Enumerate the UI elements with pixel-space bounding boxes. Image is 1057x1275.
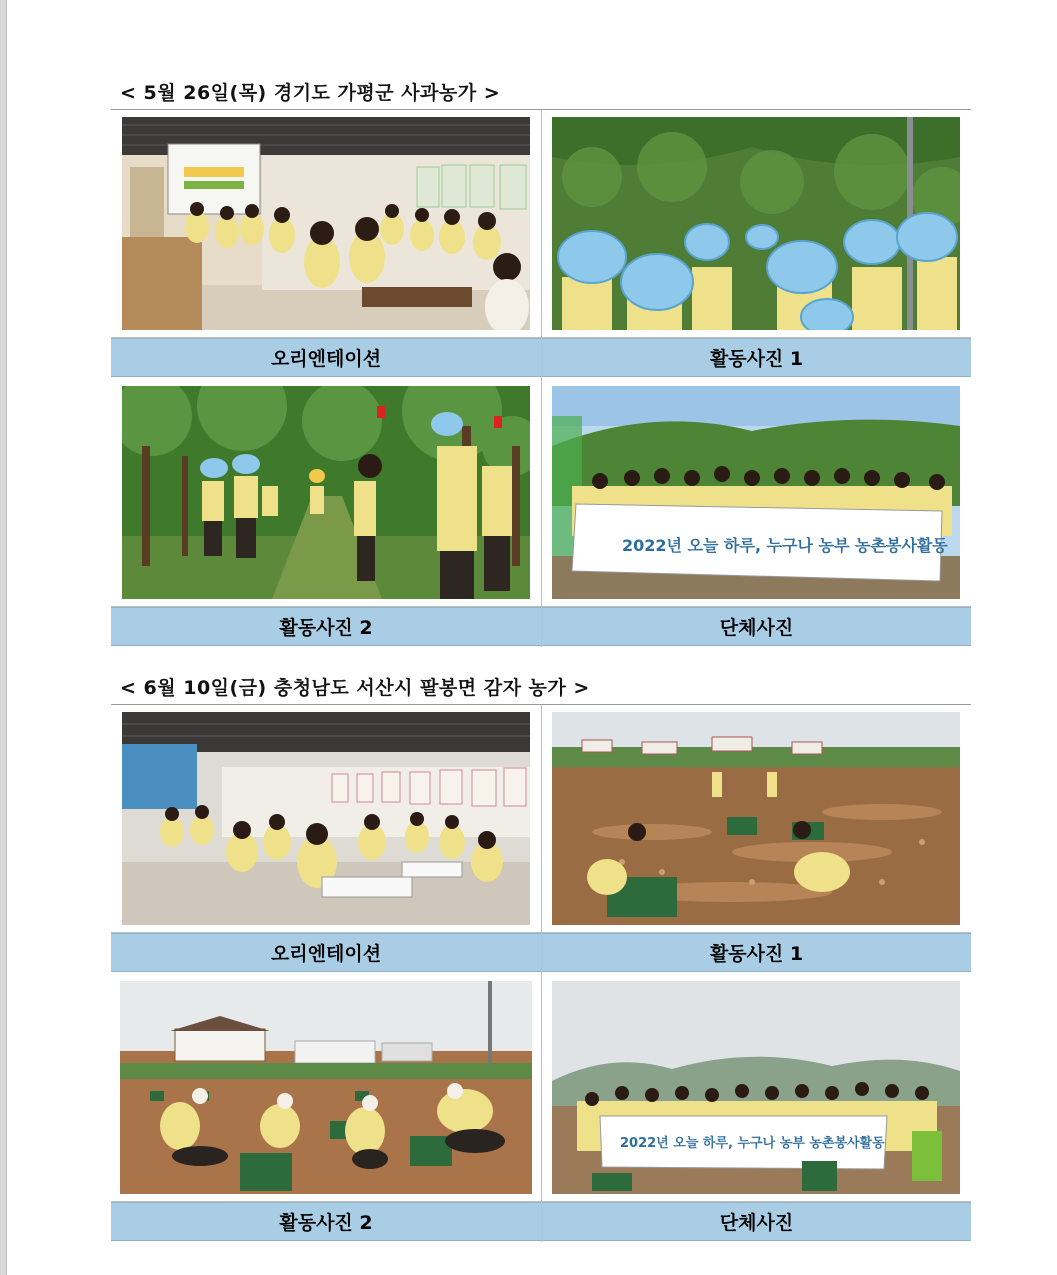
table-divider <box>541 110 542 647</box>
section-title-1: < 5월 26일(목) 경기도 가평군 사과농가 > <box>120 82 501 104</box>
photo-table-1 <box>111 110 971 647</box>
caption-group-photo: 단체사진 <box>542 607 971 646</box>
page-edge-line <box>6 0 7 1275</box>
caption-orientation-2: 오리엔테이션 <box>111 933 541 972</box>
caption-activity-2-2: 활동사진 2 <box>111 1202 541 1241</box>
table-divider <box>541 705 542 1242</box>
potato-harvest-photo <box>120 981 532 1194</box>
svg-text:2022년 오늘 하루, 누구나 농부 농촌봉사활동: 2022년 오늘 하루, 누구나 농부 농촌봉사활동 <box>620 1136 885 1151</box>
photo-table-2 <box>111 705 971 1242</box>
svg-text:2022년 오늘 하루, 누구나 농부 농촌봉사활동: 2022년 오늘 하루, 누구나 농부 농촌봉사활동 <box>622 536 948 555</box>
caption-activity-1-2: 활동사진 1 <box>542 933 971 972</box>
orientation-hall-photo <box>122 712 530 925</box>
group-banner-orchard-photo <box>552 386 960 599</box>
orientation-photo <box>122 117 530 330</box>
group-banner-field-photo <box>552 981 960 1194</box>
caption-orientation: 오리엔테이션 <box>111 338 541 377</box>
potato-field-photo <box>552 712 960 925</box>
orchard-hats-photo <box>552 117 960 330</box>
caption-activity-1: 활동사진 1 <box>542 338 971 377</box>
section-title-2: < 6월 10일(금) 충청남도 서산시 팔봉면 감자 농가 > <box>120 677 590 699</box>
caption-activity-2: 활동사진 2 <box>111 607 541 646</box>
caption-group-photo-2: 단체사진 <box>542 1202 971 1241</box>
orchard-picking-photo <box>122 386 530 599</box>
